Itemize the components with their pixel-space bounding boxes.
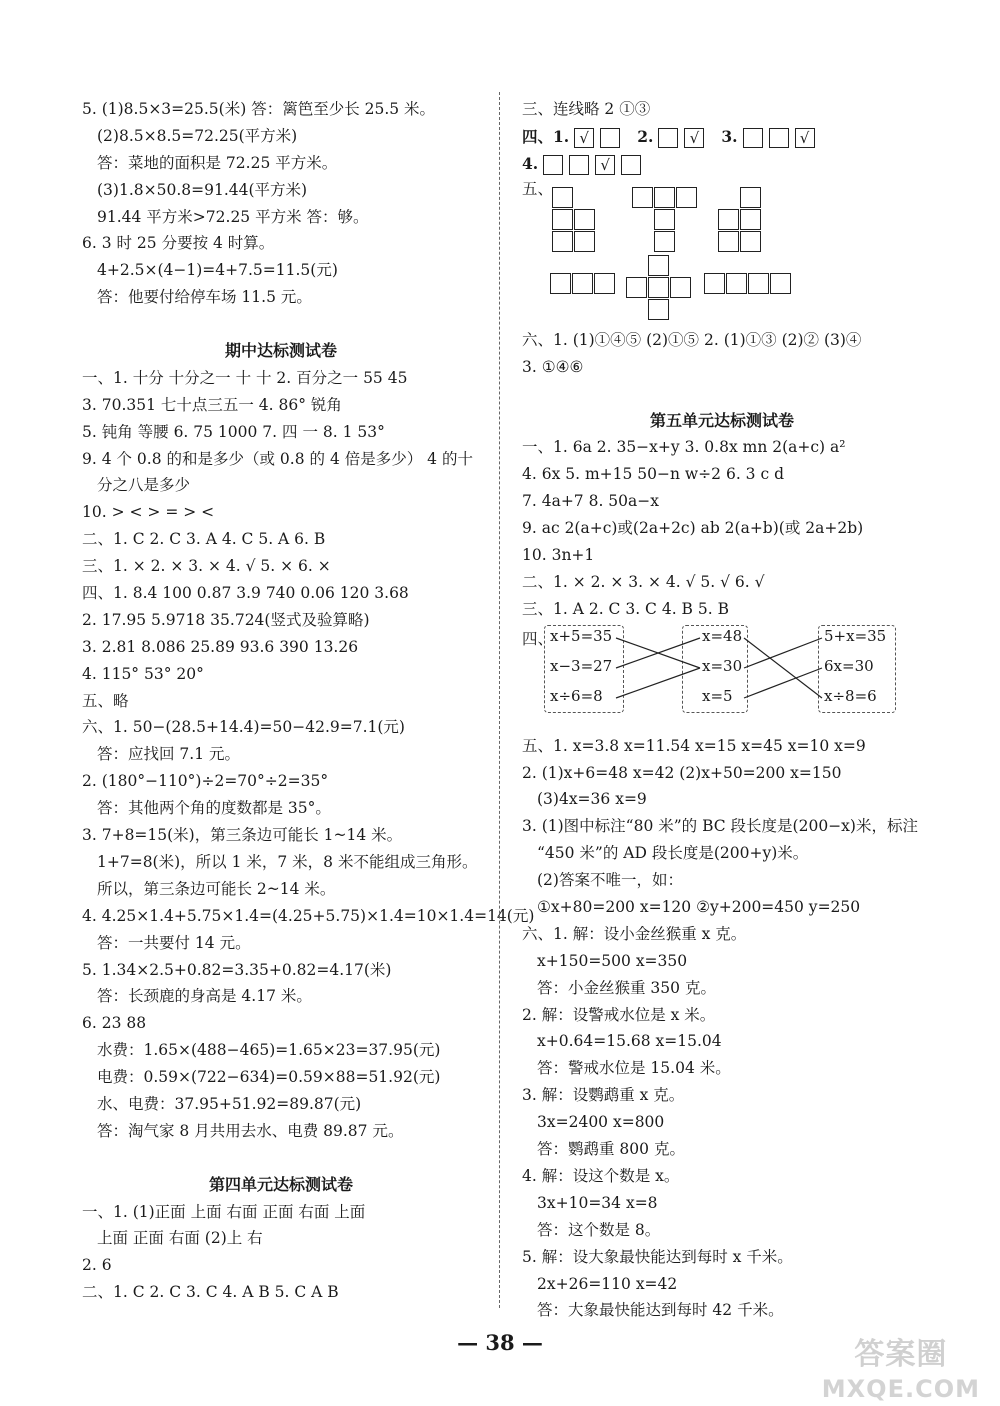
answer-line: 一、1. 十分 十分之一 十 十 2. 百分之一 55 45 (82, 368, 408, 387)
answer-line: (3)4x=36 x=9 (537, 790, 647, 809)
net-square (770, 273, 791, 294)
answer-line: 4. 115° 53° 20° (82, 664, 204, 683)
answer-line: 6. 3 时 25 分要按 4 时算。 (82, 234, 275, 253)
answer-line: 9. 4 个 0.8 的和是多少（或 0.8 的 4 倍是多少） 4 的十 (82, 449, 473, 468)
answer-line: 5. (1)8.5×3=25.5(米) 答：篱笆至少长 25.5 米。 (82, 100, 436, 118)
empty-box (569, 155, 589, 175)
answer-line: x+150=500 x=350 (537, 951, 688, 970)
equation-item: x=48 (702, 626, 743, 645)
right-middle-answers (522, 327, 922, 623)
answer-line: “450 米”的 AD 段长度是(200+y)米。 (537, 844, 809, 863)
answer-line: 5. 解：设大象最快能达到每时 x 千米。 (522, 1247, 793, 1266)
answer-line: 一、1. 6a 2. 35−x+y 3. 0.8x mn 2(a+c) a² (522, 438, 846, 457)
match-line (744, 668, 822, 698)
right-top-line: 三、连线略 2 ①③ (522, 100, 651, 118)
right-bottom-answers (522, 733, 922, 1325)
answer-line: 六、1. 50−(28.5+14.4)=50−42.9=7.1(元) (82, 718, 405, 737)
empty-box (621, 155, 641, 175)
net-square (648, 277, 669, 298)
answer-line: 4. 6x 5. m+15 50−n w÷2 6. 3 c d (522, 465, 784, 484)
answer-line: 答：一共要付 14 元。 (97, 933, 251, 952)
right-column (522, 96, 922, 1324)
eq-label: 四、 (522, 629, 554, 648)
net-square (726, 273, 747, 294)
match-line (744, 638, 822, 668)
net-square (648, 299, 669, 320)
answer-line: 7. 4a+7 8. 50a−x (522, 492, 660, 511)
net-square (574, 231, 595, 252)
net-square (654, 231, 675, 252)
answer-line: 四、1. 8.4 100 0.87 3.9 740 0.06 120 3.68 (82, 584, 409, 603)
equation-item: x÷6=8 (550, 686, 603, 705)
net-square (626, 277, 647, 298)
net-square (654, 209, 675, 230)
answer-line: 6. 23 88 (82, 1014, 147, 1033)
net-square (740, 187, 761, 208)
empty-box (600, 128, 620, 148)
answer-line: 答：淘气家 8 月共用去水、电费 89.87 元。 (97, 1121, 404, 1140)
answer-line: x+0.64=15.68 x=15.04 (537, 1032, 722, 1051)
checkbox-row (522, 150, 922, 177)
question-label: 四、1. (522, 126, 570, 146)
answer-line: 答：他要付给停车场 11.5 元。 (97, 288, 312, 307)
net-square (552, 187, 573, 208)
answer-line: 答：小金丝猴重 350 克。 (537, 978, 716, 997)
equation-item: x+5=35 (550, 626, 613, 645)
answer-line: 二、1. C 2. C 3. A 4. C 5. A 6. B (82, 530, 326, 549)
spacer (522, 381, 922, 408)
answer-line: 3. 2.81 8.086 25.89 93.6 390 13.26 (82, 637, 359, 656)
checked-box: √ (684, 128, 704, 148)
net-square (552, 231, 573, 252)
answer-line: (2)8.5×8.5=72.25(平方米) (97, 126, 298, 145)
spacer (82, 311, 480, 338)
section-title: 第四单元达标测试卷 (208, 1174, 353, 1194)
answer-line: (3)1.8×50.8=91.44(平方米) (97, 180, 308, 199)
answer-line: 2. 6 (82, 1256, 112, 1275)
answer-line: 10. > < > = > < (82, 503, 215, 522)
checked-box: √ (595, 155, 615, 175)
watermark-text: 答案圈 (854, 1337, 948, 1372)
watermark-url: MXQE.COM (821, 1375, 980, 1403)
checkbox-answers (522, 123, 922, 177)
answer-line: 答：菜地的面积是 72.25 平方米。 (97, 153, 338, 172)
answer-line: 六、1. (1)①④⑤ (2)①⑤ 2. (1)①③ (2)② (3)④ (522, 330, 862, 349)
answer-line: 上面 正面 右面 (2)上 右 (97, 1229, 263, 1248)
question-label: 2. (637, 126, 654, 146)
page-number: — 38 — (457, 1330, 543, 1355)
cube-nets (522, 177, 922, 327)
answer-line: 六、1. 解：设小金丝猴重 x 克。 (522, 924, 747, 943)
net-square (550, 273, 571, 294)
net-square (574, 209, 595, 230)
net-square (670, 277, 691, 298)
answer-line: 2. 17.95 5.9718 35.724(竖式及验算略) (82, 610, 370, 629)
answer-line: 3x+10=34 x=8 (537, 1193, 658, 1212)
equation-matching (522, 623, 922, 733)
answer-line: 二、1. × 2. × 3. × 4. √ 5. √ 6. √ (522, 572, 765, 591)
answer-line: 5. 1.34×2.5+0.82=3.35+0.82=4.17(米) (82, 960, 392, 979)
checkbox-row (522, 123, 922, 150)
answer-line: 9. ac 2(a+c)或(2a+2c) ab 2(a+b)(或 2a+2b) (522, 519, 864, 538)
answer-line: (2)答案不唯一，如： (537, 871, 683, 890)
answer-line: 水、电费：37.95+51.92=89.87(元) (97, 1094, 362, 1113)
answer-line: 答：鹦鹉重 800 克。 (537, 1140, 685, 1159)
net-square (718, 231, 739, 252)
empty-box (543, 155, 563, 175)
answer-line: 3. 7+8=15(米)，第三条边可能长 1~14 米。 (82, 826, 403, 845)
answer-line: 3. (1)图中标注“80 米”的 BC 段长度是(200−x)米，标注 (522, 817, 918, 836)
answer-line: 水费：1.65×(488−465)=1.65×23=37.95(元) (97, 1041, 441, 1060)
section-title: 期中达标测试卷 (224, 341, 337, 361)
answer-line: 电费：0.59×(722−634)=0.59×88=51.92(元) (97, 1068, 441, 1087)
answer-line: 91.44 平方米>72.25 平方米 答：够。 (97, 207, 369, 226)
answer-line: 二、1. C 2. C 3. C 4. A B 5. C A B (82, 1283, 339, 1302)
answer-line: 2. 解：设警戒水位是 x 米。 (522, 1005, 716, 1024)
answer-line: 答：其他两个角的度数都是 35°。 (97, 799, 331, 818)
answer-line: 五、1. x=3.8 x=11.54 x=15 x=45 x=10 x=9 (522, 736, 866, 755)
equation-item: 6x=30 (824, 656, 874, 675)
net-square (676, 187, 697, 208)
answer-line: 4. 4.25×1.4+5.75×1.4=(4.25+5.75)×1.4=10×1.4=14(元) (82, 906, 535, 925)
checked-box: √ (574, 128, 594, 148)
answer-line: 一、1. (1)正面 上面 右面 正面 右面 上面 (82, 1202, 366, 1221)
section-title: 第五单元达标测试卷 (649, 410, 794, 430)
net-square (572, 273, 593, 294)
net-square (740, 209, 761, 230)
answer-line: 10. 3n+1 (522, 546, 595, 565)
answer-line: 2. (180°−110°)÷2=70°÷2=35° (82, 772, 329, 791)
question-label: 3. (721, 126, 738, 146)
question-label: 4. (522, 153, 539, 173)
answer-line: 所以，第三条边可能长 2~14 米。 (97, 879, 336, 898)
answer-line: 三、1. × 2. × 3. × 4. √ 5. × 6. × (82, 557, 331, 576)
net-square (632, 187, 653, 208)
net-square (648, 255, 669, 276)
answer-line: 3x=2400 x=800 (537, 1113, 665, 1132)
answer-line: 4. 解：设这个数是 x。 (522, 1166, 680, 1185)
net-square (594, 273, 615, 294)
answer-line: ①x+80=200 x=120 ②y+200=450 y=250 (537, 898, 861, 917)
answer-line: 五、略 (82, 691, 129, 710)
answer-line: 三、1. A 2. C 3. C 4. B 5. B (522, 599, 729, 618)
net-square (654, 187, 675, 208)
equation-item: x−3=27 (550, 656, 613, 675)
match-line (744, 638, 822, 698)
empty-box (658, 128, 678, 148)
answer-line: 分之八是多少 (97, 476, 191, 495)
equation-item: x=5 (702, 686, 733, 705)
answer-line: 3. 解：设鹦鹉重 x 克。 (522, 1086, 685, 1105)
answer-line: 答：大象最快能达到每时 42 千米。 (537, 1301, 784, 1320)
answer-line: 答：这个数是 8。 (537, 1220, 661, 1239)
empty-box (743, 128, 763, 148)
answer-line: 答：应找回 7.1 元。 (97, 745, 241, 764)
match-line (616, 668, 700, 698)
answer-line: 5. 钝角 等腰 6. 75 1000 7. 四 一 8. 1 53° (82, 422, 385, 441)
nets-label: 五、 (522, 179, 554, 198)
net-square (704, 273, 725, 294)
answer-line: 2x+26=110 x=42 (537, 1274, 678, 1293)
answer-line: 1+7=8(米)，所以 1 米，7 米，8 米不能组成三角形。 (97, 852, 478, 871)
empty-box (769, 128, 789, 148)
column-divider (499, 92, 500, 1308)
spacer (82, 1145, 480, 1172)
equation-item: x=30 (702, 656, 743, 675)
watermark-logo (822, 1338, 980, 1406)
answer-line: 答：长颈鹿的身高是 4.17 米。 (97, 987, 312, 1006)
answer-line: 3. ①④⑥ (522, 357, 584, 376)
checked-box: √ (795, 128, 815, 148)
net-square (552, 209, 573, 230)
answer-line: 2. (1)x+6=48 x=42 (2)x+50=200 x=150 (522, 763, 842, 782)
net-square (718, 209, 739, 230)
net-square (748, 273, 769, 294)
equation-item: 5+x=35 (824, 626, 887, 645)
equation-item: x÷8=6 (824, 686, 877, 705)
answer-line: 答：警戒水位是 15.04 米。 (537, 1059, 731, 1078)
net-square (740, 231, 761, 252)
answer-line: 4+2.5×(4−1)=4+7.5=11.5(元) (97, 261, 338, 280)
left-column (82, 96, 535, 1306)
answer-line: 3. 70.351 七十点三五一 4. 86° 锐角 (82, 395, 342, 414)
